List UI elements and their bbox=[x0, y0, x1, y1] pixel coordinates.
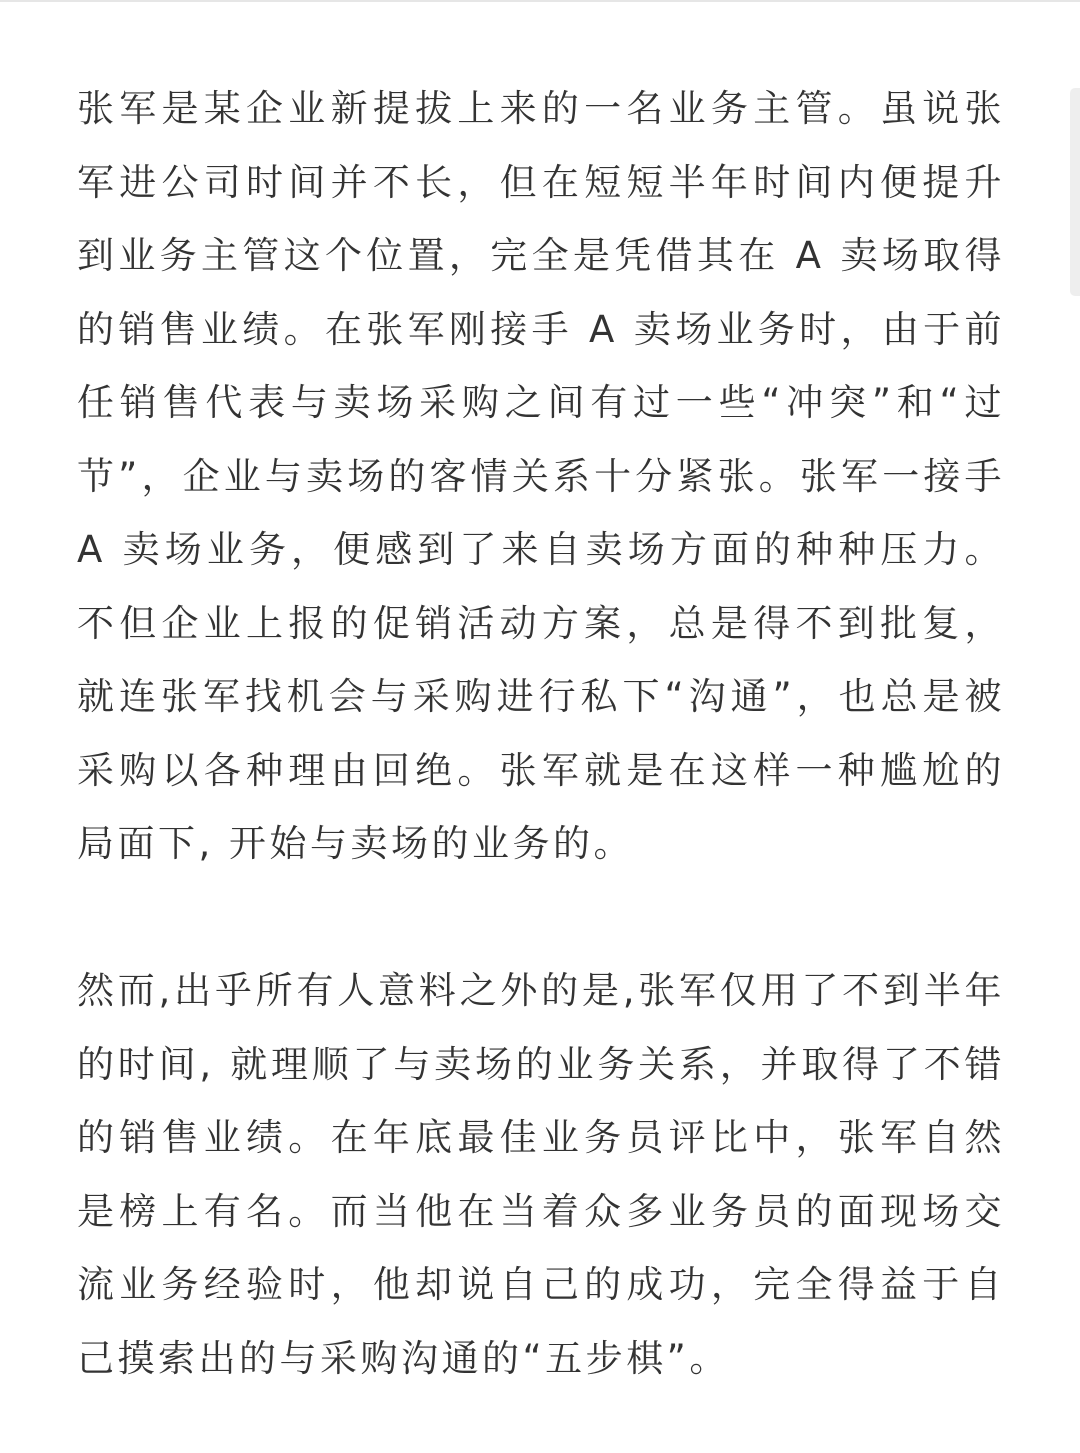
paragraph-1: 张军是某企业新提拔上来的一名业务主管。虽说张军进公司时间并不长，但在短短半年时间内便提升到业务主管这个位置，完全是凭借其在 A 卖场取得的销售业绩。在张军刚接手 A 卖场业务时，由于前任销售代表与卖场采购之间有过一些“冲突”和“过节”，企业与卖场的客情关系十分紧张。张军一接手 A 卖场业务，便感到了来自卖场方面的种种压力。不但企业上报的促销活动方案，总是得不到批复，就连张军找机会与采购进行私下“沟通”，也总是被采购以各种理由回绝。张军就是在这样一种尴尬的局面下, 开始与卖场的业务的。 bbox=[77, 87, 1005, 865]
paragraph-2: 然而,出乎所有人意料之外的是,张军仅用了不到半年的时间, 就理顺了与卖场的业务关系，并取得了不错的销售业绩。在年底最佳业务员评比中，张军自然是榜上有名。而当他在当着众多业务员的面现场交流业务经验时，他却说自己的成功，完全得益于自己摸索出的与采购沟通的“五步棋”。 bbox=[77, 969, 1005, 1380]
article-body bbox=[77, 72, 1005, 1395]
top-divider bbox=[0, 0, 1080, 2]
scrollbar-thumb[interactable] bbox=[1070, 88, 1080, 296]
